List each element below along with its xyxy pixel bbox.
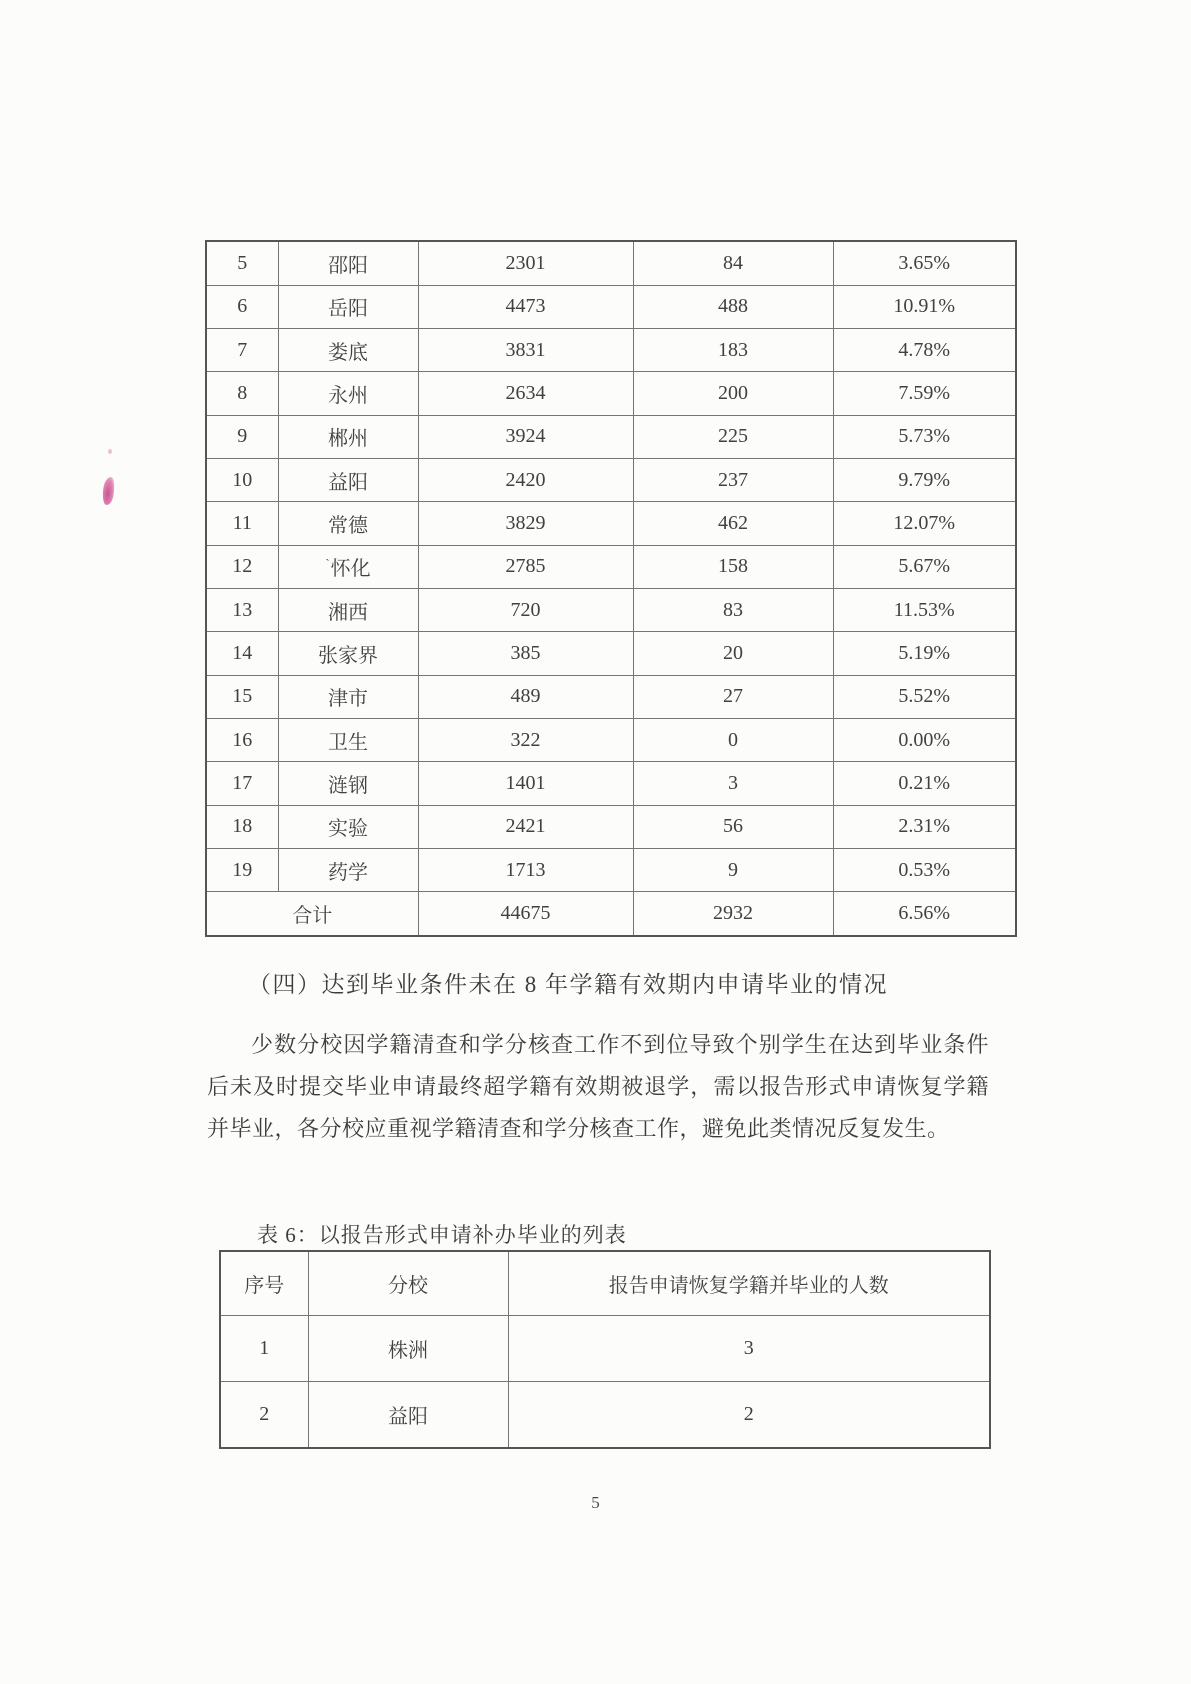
- school-name-cell: 岳阳: [278, 285, 418, 328]
- graduate-count-cell: 462: [633, 502, 833, 545]
- table-row: [206, 632, 1016, 675]
- table-row: [206, 502, 1016, 545]
- report-count-cell: 3: [508, 1316, 990, 1382]
- row-number-cell: 9: [206, 415, 278, 458]
- row-number-cell: 2: [220, 1382, 308, 1449]
- table-row: [220, 1382, 990, 1449]
- row-number-cell: 6: [206, 285, 278, 328]
- row-number-cell: 11: [206, 502, 278, 545]
- table-row: [206, 849, 1016, 892]
- graduation-rate-cell: 0.21%: [833, 762, 1016, 805]
- graduation-rate-cell: 5.19%: [833, 632, 1016, 675]
- table-row: [206, 675, 1016, 718]
- ink-mark-smudge: [101, 476, 115, 505]
- school-name-cell: 娄底: [278, 328, 418, 371]
- graduate-count-cell: 488: [633, 285, 833, 328]
- row-number-cell: 8: [206, 372, 278, 415]
- graduation-rate-cell: 0.53%: [833, 849, 1016, 892]
- student-count-cell: 720: [418, 588, 633, 631]
- school-name-cell: `怀化: [278, 545, 418, 588]
- row-number-cell: 17: [206, 762, 278, 805]
- table-row: [206, 719, 1016, 762]
- student-count-cell: 322: [418, 719, 633, 762]
- school-name-cell: 株洲: [308, 1316, 508, 1382]
- graduate-count-cell: 84: [633, 241, 833, 285]
- school-name-cell: 实验: [278, 805, 418, 848]
- school-name-cell: 涟钢: [278, 762, 418, 805]
- student-count-cell: 1401: [418, 762, 633, 805]
- graduate-count-cell: 183: [633, 328, 833, 371]
- row-number-cell: 18: [206, 805, 278, 848]
- graduate-count-cell: 9: [633, 849, 833, 892]
- graduation-rate-cell: 5.52%: [833, 675, 1016, 718]
- table-row: [206, 588, 1016, 631]
- row-number-cell: 13: [206, 588, 278, 631]
- row-number-cell: 15: [206, 675, 278, 718]
- student-count-cell: 2420: [418, 458, 633, 501]
- table-row: [206, 762, 1016, 805]
- school-name-cell: 常德: [278, 502, 418, 545]
- graduate-count-cell: 200: [633, 372, 833, 415]
- total-rate-cell: 6.56%: [833, 892, 1016, 936]
- graduate-count-cell: 27: [633, 675, 833, 718]
- graduation-rate-cell: 7.59%: [833, 372, 1016, 415]
- col-header-no: 序号: [220, 1251, 308, 1316]
- col-header-count: 报告申请恢复学籍并毕业的人数: [508, 1251, 990, 1316]
- graduate-count-cell: 83: [633, 588, 833, 631]
- school-name-cell: 益阳: [278, 458, 418, 501]
- school-name-cell: 津市: [278, 675, 418, 718]
- table-row: [206, 328, 1016, 371]
- student-count-cell: 2785: [418, 545, 633, 588]
- graduation-rate-cell: 5.67%: [833, 545, 1016, 588]
- total-students-cell: 44675: [418, 892, 633, 936]
- school-name-cell: 湘西: [278, 588, 418, 631]
- graduation-rate-cell: 3.65%: [833, 241, 1016, 285]
- school-name-cell: 邵阳: [278, 241, 418, 285]
- student-count-cell: 3829: [418, 502, 633, 545]
- graduate-count-cell: 225: [633, 415, 833, 458]
- table-row: [206, 372, 1016, 415]
- table-row: [206, 545, 1016, 588]
- row-number-cell: 14: [206, 632, 278, 675]
- table-row: [206, 415, 1016, 458]
- table-row: [206, 805, 1016, 848]
- graduate-count-cell: 20: [633, 632, 833, 675]
- table-row: [206, 285, 1016, 328]
- graduate-count-cell: 0: [633, 719, 833, 762]
- row-number-cell: 12: [206, 545, 278, 588]
- graduation-rate-cell: 9.79%: [833, 458, 1016, 501]
- school-name-cell: 药学: [278, 849, 418, 892]
- col-header-school: 分校: [308, 1251, 508, 1316]
- graduate-count-cell: 158: [633, 545, 833, 588]
- body-paragraph: 少数分校因学籍清查和学分核查工作不到位导致个别学生在达到毕业条件后未及时提交毕业申请最终超学籍有效期被退学，需以报告形式申请恢复学籍并毕业，各分校应重视学籍清查和学分核查工作，避免此类情况反复发生。: [207, 1032, 989, 1141]
- graduation-rate-cell: 2.31%: [833, 805, 1016, 848]
- student-count-cell: 2421: [418, 805, 633, 848]
- section-heading: （四）达到毕业条件未在 8 年学籍有效期内申请毕业的情况: [248, 972, 888, 997]
- school-name-cell: 郴州: [278, 415, 418, 458]
- table-total-row: [206, 892, 1016, 936]
- table-row: [220, 1316, 990, 1382]
- table-row: [206, 458, 1016, 501]
- page-number: 5: [591, 1493, 600, 1512]
- row-number-cell: 19: [206, 849, 278, 892]
- table6-caption: 表 6：以报告形式申请补办毕业的列表: [257, 1223, 627, 1247]
- student-count-cell: 1713: [418, 849, 633, 892]
- row-number-cell: 10: [206, 458, 278, 501]
- table-header-row: [220, 1251, 990, 1316]
- graduation-rate-cell: 0.00%: [833, 719, 1016, 762]
- graduation-rate-cell: 4.78%: [833, 328, 1016, 371]
- row-number-cell: 5: [206, 241, 278, 285]
- school-name-cell: 张家界: [278, 632, 418, 675]
- student-count-cell: 2301: [418, 241, 633, 285]
- ink-mark-dot: [108, 449, 112, 454]
- graduate-count-cell: 237: [633, 458, 833, 501]
- student-count-cell: 3831: [418, 328, 633, 371]
- row-number-cell: 16: [206, 719, 278, 762]
- graduation-rate-cell: 5.73%: [833, 415, 1016, 458]
- report-count-cell: 2: [508, 1382, 990, 1449]
- graduate-count-cell: 56: [633, 805, 833, 848]
- row-number-cell: 1: [220, 1316, 308, 1382]
- total-label-cell: 合计: [206, 892, 418, 936]
- graduation-rate-cell: 11.53%: [833, 588, 1016, 631]
- graduate-count-cell: 3: [633, 762, 833, 805]
- school-name-cell: 益阳: [308, 1382, 508, 1449]
- student-count-cell: 4473: [418, 285, 633, 328]
- report-graduation-table: [219, 1250, 991, 1449]
- graduation-rate-cell: 12.07%: [833, 502, 1016, 545]
- row-number-cell: 7: [206, 328, 278, 371]
- student-count-cell: 2634: [418, 372, 633, 415]
- graduation-stats-table: [205, 240, 1017, 937]
- school-name-cell: 卫生: [278, 719, 418, 762]
- pen-mark: `: [325, 556, 330, 572]
- school-name-cell: 永州: [278, 372, 418, 415]
- student-count-cell: 3924: [418, 415, 633, 458]
- graduation-rate-cell: 10.91%: [833, 285, 1016, 328]
- table-row: [206, 241, 1016, 285]
- student-count-cell: 385: [418, 632, 633, 675]
- total-graduates-cell: 2932: [633, 892, 833, 936]
- student-count-cell: 489: [418, 675, 633, 718]
